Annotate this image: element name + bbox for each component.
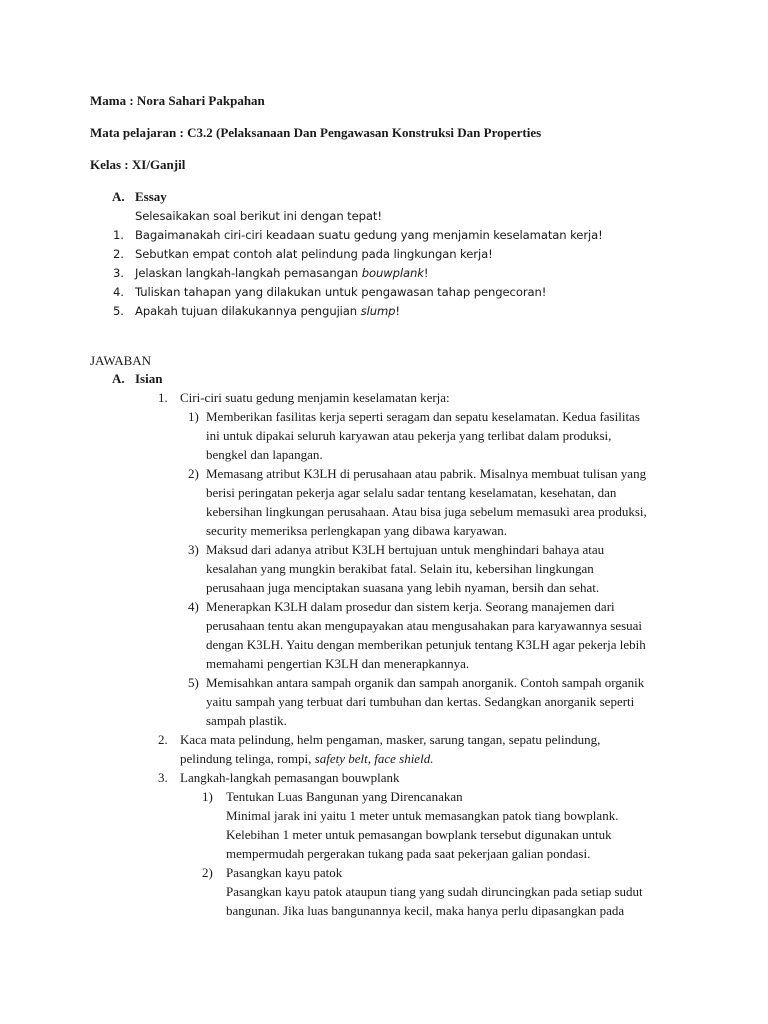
answer-1-item-2-line: berisi peringatan pekerja agar selalu sadar tentang keselamatan, kesehatan, dan xyxy=(206,485,617,500)
answer-heading: JAWABAN xyxy=(90,353,152,368)
answer-1-item-5-line: sampah plastik. xyxy=(206,713,287,728)
answer-1-item-1-line: ini untuk dipakai seluruh karyawan atau pekerja yang terlibat dalam produksi, xyxy=(206,428,612,443)
item-number: 4) xyxy=(188,599,199,614)
answer-1-item-1-line: bengkel dan lapangan. xyxy=(206,447,323,462)
question-4: Tuliskan tahapan yang dilakukan untuk pengawasan tahap pengecoran! xyxy=(135,285,547,299)
question-number: 2. xyxy=(113,247,124,261)
step-2-title: Pasangkan kayu patok xyxy=(226,865,343,880)
answer-2-line-1: Kaca mata pelindung, helm pengaman, masker, sarung tangan, sepatu pelindung, xyxy=(180,732,601,747)
answer-2-line-2: pelindung telinga, rompi, safety belt, face shield. xyxy=(180,751,434,766)
answer-1-item-2-line: Memasang atribut K3LH di perusahaan atau pabrik. Misalnya membuat tulisan yang xyxy=(206,466,647,481)
answer-1-item-4-line: Menerapkan K3LH dalam prosedur dan sistem kerja. Seorang manajemen dari xyxy=(206,599,615,614)
question-number: 1. xyxy=(113,228,124,242)
question-number: 5. xyxy=(113,304,124,318)
answer-1-intro: Ciri-ciri suatu gedung menjamin keselamatan kerja: xyxy=(180,390,450,405)
answer-1-item-5-line: yaitu sampah yang terbuat dari tumbuhan dan kertas. Sedangkan anorganik seperti xyxy=(206,694,635,709)
subject-line: Mata pelajaran : C3.2 (Pelaksanaan Dan Pengawasan Konstruksi Dan Properties xyxy=(90,125,542,140)
class-line: Kelas : XI/Ganjil xyxy=(90,157,186,172)
step-number: 2) xyxy=(202,865,213,880)
answer-1-item-3-line: perusahaan juga menciptakan suasana yang lebih nyaman, bersih dan sehat. xyxy=(206,580,600,595)
step-1-line: mempermudah pergerakan tukang pada saat pekerjaan galian pondasi. xyxy=(226,846,591,861)
step-1-line: Minimal jarak ini yaitu 1 meter untuk memasangkan patok tiang bowplank. xyxy=(226,808,619,823)
answer-1-item-5-line: Memisahkan antara sampah organik dan sampah anorganik. Contoh sampah organik xyxy=(206,675,645,690)
item-number: 1) xyxy=(188,409,199,424)
answer-1-item-3-line: Maksud dari adanya atribut K3LH bertujuan untuk menghindari bahaya atau xyxy=(206,542,605,557)
item-number: 2) xyxy=(188,466,199,481)
answer-1-item-1-line: Memberikan fasilitas kerja seperti seragam dan sepatu keselamatan. Kedua fasilitas xyxy=(206,409,640,424)
step-1-line: Kelebihan 1 meter untuk pemasangan bowplank tersebut digunakan untuk xyxy=(226,827,612,842)
essay-title: Essay xyxy=(135,189,167,204)
answer-3-intro: Langkah-langkah pemasangan bouwplank xyxy=(180,770,400,785)
answer-number: 2. xyxy=(158,732,168,747)
step-2-line: Pasangkan kayu patok ataupun tiang yang sudah diruncingkan pada setiap sudut xyxy=(226,884,643,899)
question-2: Sebutkan empat contoh alat pelindung pada lingkungan kerja! xyxy=(135,247,493,261)
answer-1-item-4-line: dengan K3LH. Yaitu dengan memberikan petunjuk tentang K3LH agar pekerja lebih xyxy=(206,637,646,652)
answer-1-item-4-line: perusahaan tentu akan mengupayakan atau mengusahakan para karyawannya sesuai xyxy=(206,618,643,633)
answer-number: 1. xyxy=(158,390,168,405)
student-name: Mama : Nora Sahari Pakpahan xyxy=(90,93,265,108)
answer-1-item-2-line: kebersihan lingkungan perusahaan. Atau bisa juga sebelum memasuki area produksi, xyxy=(206,504,647,519)
question-number: 4. xyxy=(113,285,124,299)
essay-instruction: Selesaikakan soal berikut ini dengan tepat! xyxy=(135,209,382,223)
answer-1-item-3-line: kesalahan yang mungkin berakibat fatal. Selain itu, kebersihan lingkungan xyxy=(206,561,594,576)
answer-1-item-4-line: memahami pengertian K3LH dan menerapkannya. xyxy=(206,656,470,671)
step-1-title: Tentukan Luas Bangunan yang Direncanakan xyxy=(226,789,463,804)
question-1: Bagaimanakah ciri-ciri keadaan suatu gedung yang menjamin keselamatan kerja! xyxy=(135,228,603,242)
isian-title: Isian xyxy=(135,371,163,386)
answer-1-item-2-line: security memeriksa perlengkapan yang dibawa karyawan. xyxy=(206,523,508,538)
essay-marker: A. xyxy=(112,189,125,204)
question-number: 3. xyxy=(113,266,124,280)
step-number: 1) xyxy=(202,789,213,804)
answer-number: 3. xyxy=(158,770,168,785)
question-3: Jelaskan langkah-langkah pemasangan bouwplank! xyxy=(135,266,429,280)
step-2-line: bangunan. Jika luas bangunannya kecil, maka hanya perlu dipasangkan pada xyxy=(226,903,625,918)
item-number: 5) xyxy=(188,675,199,690)
question-5: Apakah tujuan dilakukannya pengujian slump! xyxy=(135,304,400,318)
item-number: 3) xyxy=(188,542,199,557)
isian-marker: A. xyxy=(112,371,125,386)
